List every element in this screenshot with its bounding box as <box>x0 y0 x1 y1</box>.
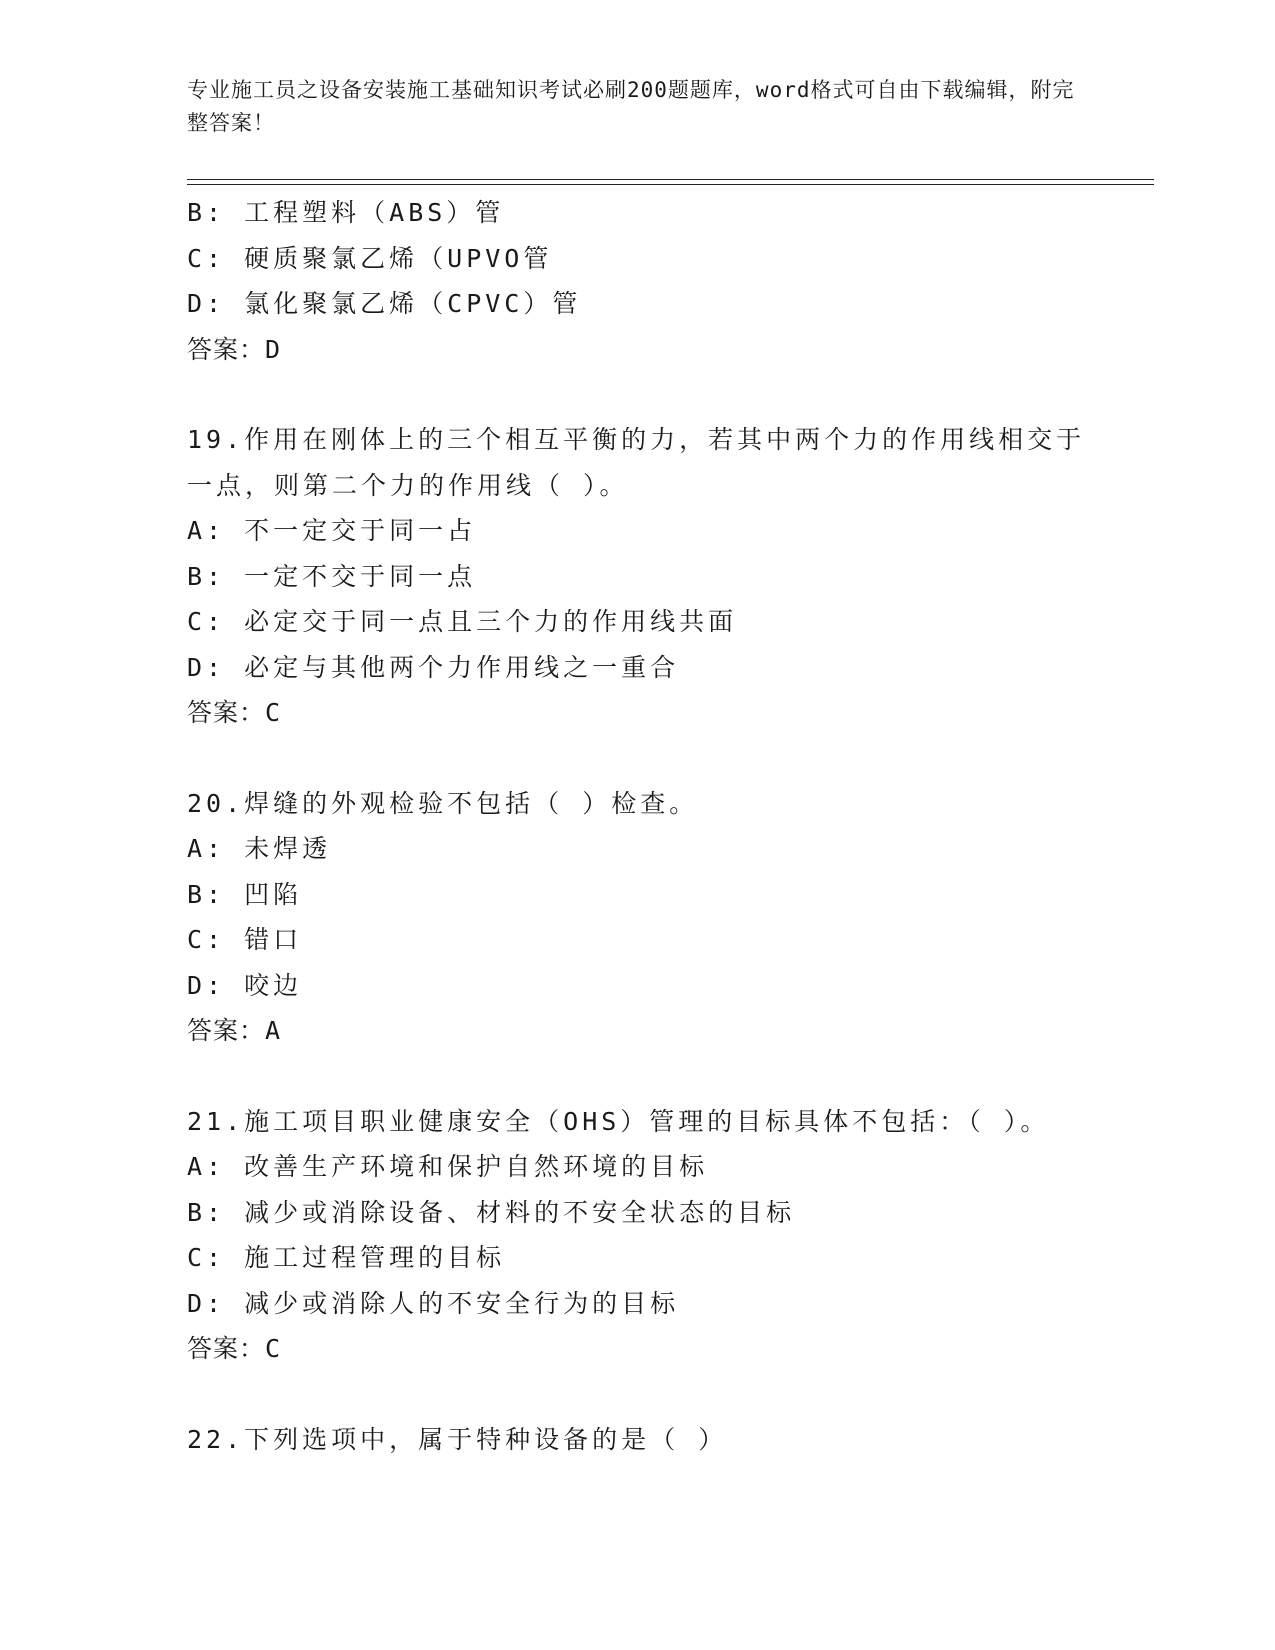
question-gap <box>187 372 1147 417</box>
option-d: D: 必定与其他两个力作用线之一重合 <box>187 652 680 682</box>
option-c: C: 硬质聚氯乙烯（UPVO管 <box>187 243 553 273</box>
question-stem-line: 21.施工项目职业健康安全（OHS）管理的目标具体不包括：（ ）。 <box>187 1106 1050 1136</box>
option-d: D: 咬边 <box>187 970 303 1000</box>
option-c: C: 施工过程管理的目标 <box>187 1243 506 1272</box>
question-stem-line: 一点，则第二个力的作用线（ ）。 <box>187 470 629 500</box>
answer-value: D <box>265 334 283 364</box>
question-19 <box>187 417 1147 736</box>
option-b: B: 一定不交于同一点 <box>187 561 477 591</box>
answer-label: 答案： <box>187 1334 266 1363</box>
question-gap <box>187 736 1147 781</box>
option-a: A: 未焊透 <box>187 834 332 863</box>
answer-label: 答案： <box>187 698 266 727</box>
option-b: B: 减少或消除设备、材料的不安全状态的目标 <box>187 1197 796 1227</box>
answer-value: C <box>265 1334 283 1363</box>
answer-line <box>187 1326 1147 1372</box>
question-body <box>187 190 1147 1462</box>
question-18-continued <box>187 190 1147 372</box>
answer-line <box>187 1008 1147 1054</box>
question-stem-line: 19.作用在刚体上的三个相互平衡的力，若其中两个力的作用线相交于 <box>187 425 1086 454</box>
option-b: B: 凹陷 <box>187 879 303 909</box>
option-c: C: 必定交于同一点且三个力的作用线共面 <box>187 607 738 636</box>
header-divider-bottom <box>187 184 1154 185</box>
option-c: C: 错口 <box>187 925 303 954</box>
option-d: D: 减少或消除人的不安全行为的目标 <box>187 1288 680 1318</box>
question-20 <box>187 781 1147 1054</box>
option-a: A: 不一定交于同一占 <box>187 516 477 545</box>
question-gap <box>187 1054 1147 1099</box>
question-stem-line: 20.焊缝的外观检验不包括（ ）检查。 <box>187 788 699 818</box>
option-d: D: 氯化聚氯乙烯（CPVC）管 <box>187 289 582 318</box>
question-stem-line: 22.下列选项中，属于特种设备的是（ ） <box>187 1424 728 1454</box>
answer-label: 答案： <box>187 1016 266 1045</box>
option-b: B: 工程塑料（ABS）管 <box>187 198 505 227</box>
answer-value: A <box>265 1016 283 1045</box>
document-header: 专业施工员之设备安装施工基础知识考试必刷200题题库，word格式可自由下载编辑，附完整答案！ <box>187 78 1075 135</box>
question-21 <box>187 1099 1147 1372</box>
question-22 <box>187 1417 1147 1463</box>
answer-label: 答案： <box>187 334 266 364</box>
answer-value: C <box>265 698 283 727</box>
header-divider-top <box>187 179 1154 180</box>
answer-line <box>187 690 1147 736</box>
option-a: A: 改善生产环境和保护自然环境的目标 <box>187 1152 709 1181</box>
answer-line <box>187 327 1147 373</box>
question-gap <box>187 1372 1147 1417</box>
